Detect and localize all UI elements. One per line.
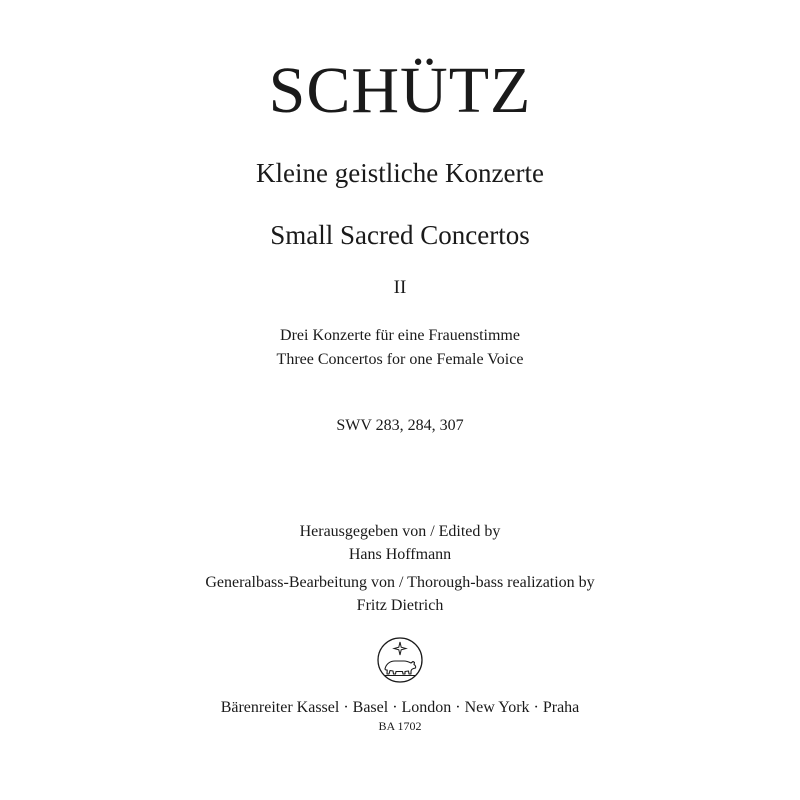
subtitle-german: Drei Konzerte für eine Frauenstimme bbox=[280, 327, 520, 344]
editor-name: Hans Hoffmann bbox=[348, 546, 452, 563]
subtitle-english: Three Concertos for one Female Voice bbox=[276, 351, 524, 368]
edition-number: BA 1702 bbox=[378, 719, 422, 733]
composer-name: SCHÜTZ bbox=[268, 54, 532, 127]
title-english: Small Sacred Concertos bbox=[270, 220, 530, 250]
publisher-line: Bärenreiter Kassel · Basel · London · New York · Praha bbox=[220, 699, 580, 716]
title-german: Kleine geistliche Konzerte bbox=[256, 158, 544, 188]
catalog-numbers: SWV 283, 284, 307 bbox=[336, 417, 464, 434]
publisher-logo-icon bbox=[376, 636, 424, 684]
continuo-name: Fritz Dietrich bbox=[356, 597, 444, 614]
editor-label: Herausgegeben von / Edited by bbox=[299, 523, 501, 540]
volume-number: II bbox=[393, 277, 407, 298]
continuo-label: Generalbass-Bearbeitung von / Thorough-bass realization by bbox=[205, 574, 595, 591]
